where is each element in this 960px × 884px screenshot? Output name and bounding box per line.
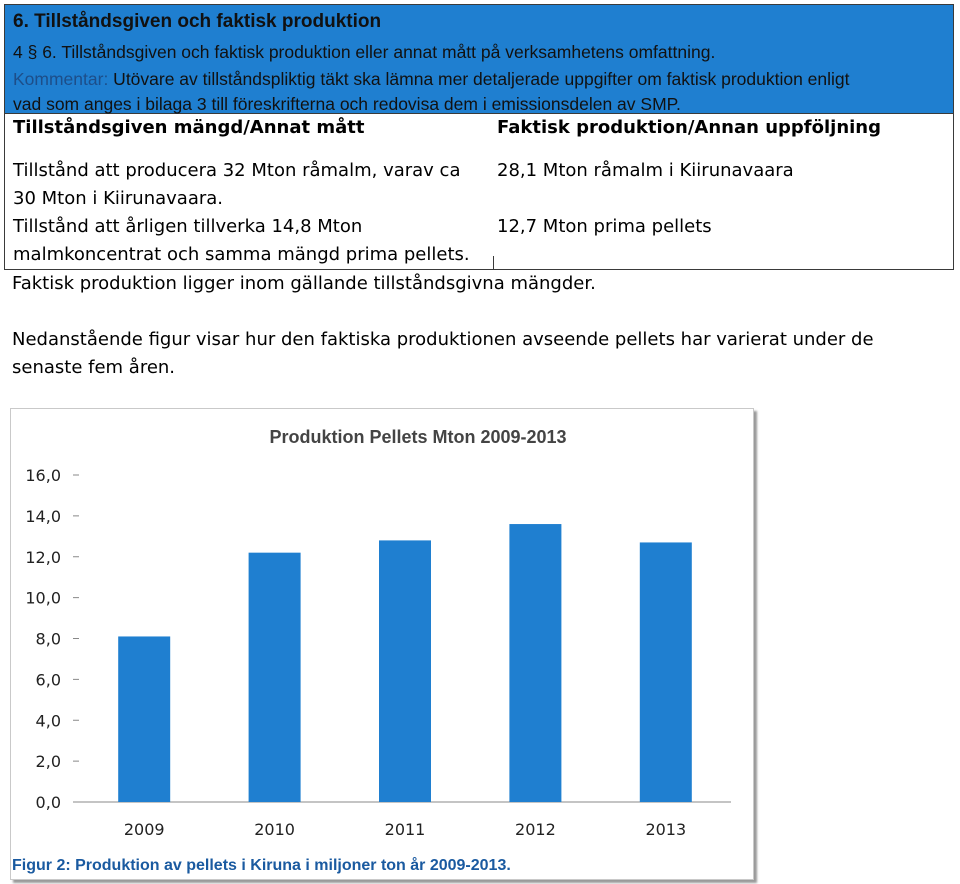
y-tick-label: 16,0 [25, 466, 61, 485]
y-tick-label: 14,0 [25, 506, 61, 526]
bar-2013 [640, 542, 692, 802]
y-tick-label: 10,0 [25, 588, 61, 608]
chart-frame [10, 408, 754, 880]
row2-permitted-line1: Tillstånd att årligen tillverka 14,8 Mton [13, 216, 363, 237]
bar-2012 [509, 524, 561, 802]
col-header-actual: Faktisk produktion/Annan uppföljning [497, 117, 882, 138]
pellets-bar-chart [11, 409, 753, 879]
row2-actual: 12,7 Mton prima pellets [497, 216, 712, 237]
y-tick-label: 0,0 [35, 793, 61, 812]
x-tick-label: 2013 [645, 820, 687, 839]
production-table [4, 114, 954, 270]
col-header-permitted: Tillståndsgiven mängd/Annat mått [13, 117, 365, 138]
section-reference: 4 § 6. Tillståndsgiven och faktisk produktion eller annat mått på verksamhetens omfattning. [13, 42, 716, 62]
comment-line [13, 69, 850, 90]
section-title: 6. Tillståndsgiven och faktisk produktion [13, 11, 382, 32]
table-divider [493, 256, 494, 270]
x-tick-label: 2012 [515, 820, 556, 839]
bar-2009 [118, 636, 170, 802]
y-tick-label: 6,0 [35, 670, 61, 690]
intro-paragraph-line2: senaste fem åren. [12, 357, 176, 378]
row1-actual: 28,1 Mton råmalm i Kiirunavaara [497, 160, 794, 181]
intro-paragraph [12, 326, 912, 382]
comment-text: Utövare av tillståndspliktig täkt ska lämna mer detaljerade uppgifter om faktisk produktion enligt [108, 69, 850, 89]
comment-label: Kommentar: [13, 69, 109, 89]
x-tick-label: 2011 [384, 820, 426, 839]
comment-line-2: vad som anges i bilaga 3 till föreskrifterna och redovisa dem i emissionsdelen av SMP. [13, 94, 681, 114]
section-header [4, 4, 954, 114]
row1-permitted-line1: Tillstånd att producera 32 Mton råmalm, varav ca [13, 160, 461, 181]
intro-paragraph-line1: Nedanstående figur visar hur den faktiska produktionen avseende pellets har varierat under de [12, 329, 874, 350]
bar-2011 [379, 540, 431, 802]
row2-permitted-line2: malmkoncentrat och samma mängd prima pellets. [13, 244, 470, 265]
y-tick-label: 4,0 [35, 711, 61, 731]
chart-title: Produktion Pellets Mton 2009-2013 [269, 427, 567, 447]
x-tick-label: 2010 [254, 820, 295, 839]
y-tick-label: 2,0 [35, 752, 61, 772]
y-tick-label: 12,0 [25, 547, 61, 567]
figure-caption: Figur 2: Produktion av pellets i Kiruna i miljoner ton år 2009-2013. [12, 857, 511, 874]
y-tick-label: 8,0 [35, 629, 61, 649]
x-tick-label: 2009 [123, 820, 165, 839]
compliance-note: Faktisk produktion ligger inom gällande tillståndsgivna mängder. [12, 273, 596, 294]
bar-2010 [249, 553, 301, 802]
row1-permitted-line2: 30 Mton i Kiirunavaara. [13, 188, 223, 209]
